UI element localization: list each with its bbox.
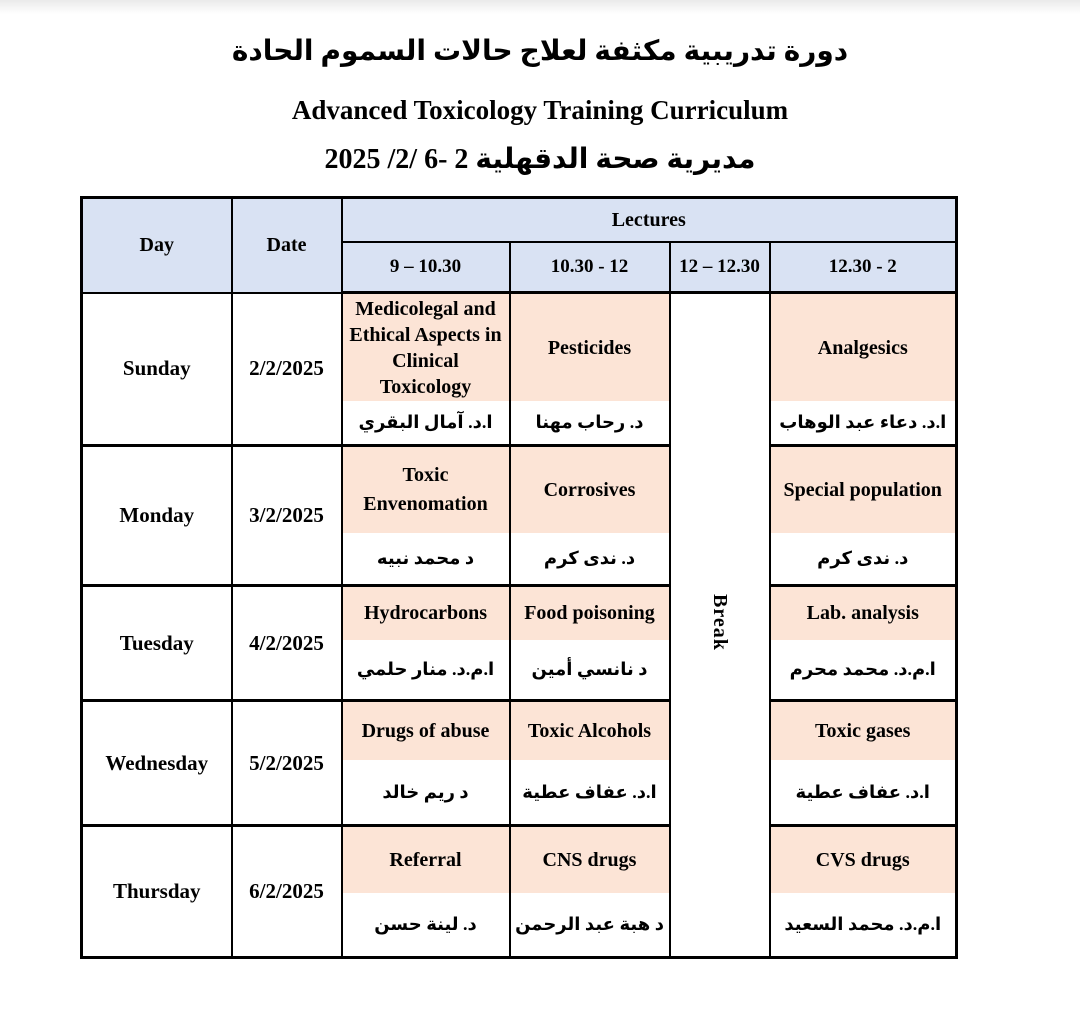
lecture-topic: Food poisoning [511,587,669,640]
lecture-topic: Toxic Envenomation [343,447,509,533]
lecture-topic: Lab. analysis [771,587,956,640]
lecturer-name: د. لينة حسن [374,914,477,934]
lecturer-name: ا.د. دعاء عبد الوهاب [779,412,947,432]
header-row-top [82,198,957,243]
lecture-cell [510,826,670,958]
lecture-topic: Analgesics [771,294,956,401]
lecturer-name: ا.م.د. محمد محرم [789,659,936,679]
lecture-cell [342,586,510,701]
lecturer-name: د محمد نبيه [376,548,475,568]
table-row-sunday [82,293,957,446]
col-header-slot-4: 12.30 - 2 [770,242,957,293]
day-cell: Wednesday [82,701,232,826]
table-row-monday [82,446,957,586]
lecture-topic: Referral [343,827,509,893]
day-cell: Monday [82,446,232,586]
date-cell: 3/2/2025 [232,446,342,586]
table-row-tuesday [82,586,957,701]
break-label: Break [709,594,731,651]
title-arabic-sub: مديرية صحة الدقهلية 2 -6 /2/ 2025 [324,144,756,175]
lecturer-name: د. رحاب مهنا [535,412,644,432]
lecture-cell [770,293,957,446]
lecturer-name: ا.د. آمال البقري [358,412,493,432]
break-cell [670,293,770,958]
lecture-cell [770,446,957,586]
lecturer-name: ا.م.د. محمد السعيد [784,914,942,934]
col-header-date: Date [232,198,342,293]
lecturer-name: د. ندى كرم [817,548,909,568]
lecture-topic: Drugs of abuse [343,702,509,760]
lecturer-name: د. ندى كرم [543,548,636,568]
title-english: Advanced Toxicology Training Curriculum [291,95,789,125]
lecture-topic: Pesticides [511,294,669,401]
lecture-cell [770,826,957,958]
lecture-topic: CVS drugs [771,827,956,893]
lecturer-name: ا.د. عفاف عطية [522,781,657,802]
col-header-slot-1: 9 – 10.30 [342,242,510,293]
lecture-topic: Medicolegal and Ethical Aspects in Clinical Toxicology [343,294,509,401]
date-cell: 6/2/2025 [232,826,342,958]
date-cell: 4/2/2025 [232,586,342,701]
day-cell: Sunday [82,293,232,446]
lecture-topic: Toxic Alcohols [511,702,669,760]
col-header-lectures: Lectures [342,198,957,243]
day-cell: Tuesday [82,586,232,701]
lecture-cell [342,446,510,586]
table-row-wednesday [82,701,957,826]
lecturer-name: ا.د. عفاف عطية [795,781,930,802]
lecturer-name: د هبة عبد الرحمن [515,914,664,934]
lecture-cell [770,701,957,826]
lecturer-name: د نانسي أمين [531,659,648,679]
day-cell: Thursday [82,826,232,958]
col-header-slot-break: 12 – 12.30 [670,242,770,293]
lecture-cell [342,701,510,826]
title-arabic-main: دورة تدريبية مكثفة لعلاج حالات السموم الحادة [231,36,849,67]
schedule-table [80,196,958,959]
lecture-topic: CNS drugs [511,827,669,893]
lecture-cell [342,293,510,446]
col-header-day: Day [82,198,232,293]
lecture-cell [510,701,670,826]
lecture-topic: Toxic gases [771,702,956,760]
lecture-cell [510,586,670,701]
date-cell: 2/2/2025 [232,293,342,446]
lecture-cell [342,826,510,958]
lecture-cell [510,446,670,586]
col-header-slot-2: 10.30 - 12 [510,242,670,293]
date-cell: 5/2/2025 [232,701,342,826]
lecture-topic: Corrosives [511,447,669,533]
table-row-thursday [82,826,957,958]
lecture-cell [770,586,957,701]
lecture-cell [510,293,670,446]
lecture-topic: Special population [771,447,956,533]
lecture-topic: Hydrocarbons [343,587,509,640]
lecturer-name: ا.م.د. منار حلمي [356,659,495,679]
lecturer-name: د ريم خالد [382,781,469,802]
